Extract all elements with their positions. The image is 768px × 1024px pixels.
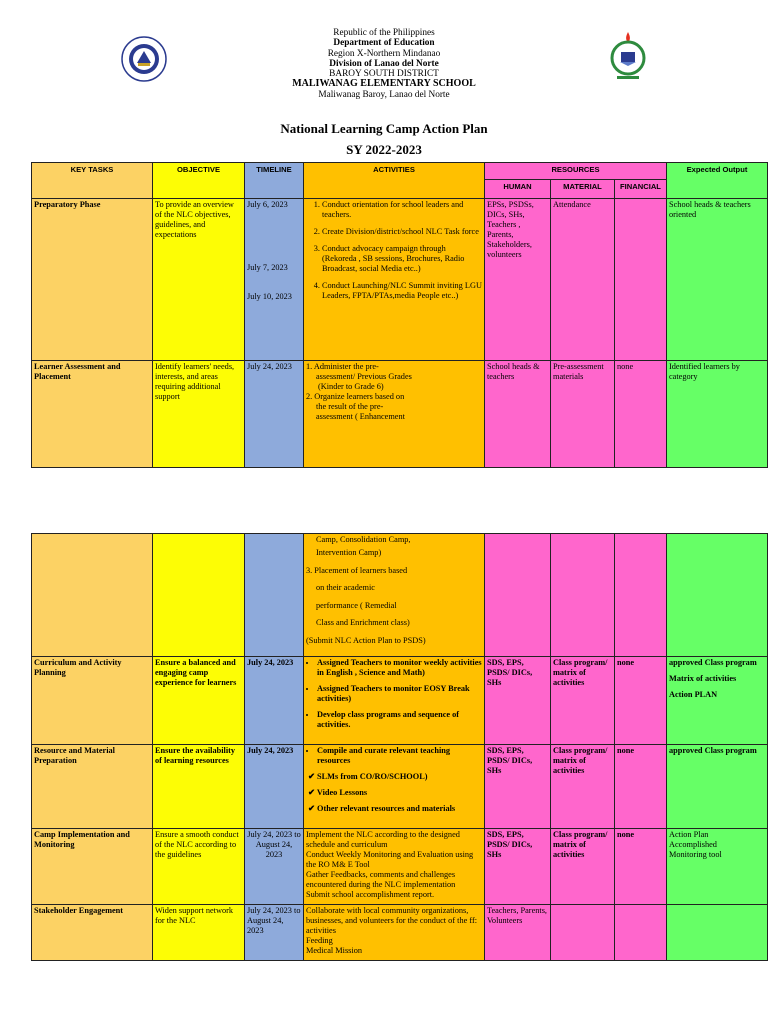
objective-cell: Ensure a smooth conduct of the NLC according to the guidelines	[153, 829, 245, 905]
activity-item: • Assigned Teachers to monitor weekly activities in English , Science and Math)	[317, 658, 482, 678]
action-plan-table-page2	[31, 533, 768, 961]
financial-resource-cell: none	[615, 745, 667, 829]
human-resource-cell: SDS, EPS, PSDS/ DICs, SHs	[485, 829, 551, 905]
page-subtitle: SY 2022-2023	[346, 142, 422, 157]
task-cell: Stakeholder Engagement	[32, 905, 153, 961]
activity-line: Intervention Camp)	[316, 548, 382, 557]
table-row-curriculum	[32, 657, 768, 745]
activity-line: Conduct Weekly Monitoring and Evaluation using the RO M& E Tool	[306, 850, 474, 869]
output-cell	[667, 829, 768, 905]
activity-line: 3. Placement of learners based	[306, 565, 408, 575]
header-financial: FINANCIAL	[615, 180, 667, 199]
output-line: approved Class program	[669, 658, 757, 667]
financial-resource-cell	[615, 905, 667, 961]
material-resource-cell	[551, 905, 615, 961]
check-icon: ✔	[308, 772, 315, 781]
table-row-assessment	[32, 361, 768, 468]
task-cell: Camp Implementation and Monitoring	[32, 829, 153, 905]
activity-line: the result of the pre-	[316, 402, 384, 411]
activity-line: Class and Enrichment class)	[316, 618, 410, 627]
activity-line: 1. Administer the pre-	[306, 362, 379, 371]
activity-line: (Submit NLC Action Plan to PSDS)	[306, 635, 426, 645]
header-material: MATERIAL	[551, 180, 615, 199]
activity-line: performance ( Remedial	[316, 600, 397, 610]
activity-item: 3. Conduct advocacy campaign through (Rekoreda , SB sessions, Brochures, Radio Broadcast, social Media etc..)	[322, 244, 482, 274]
human-resource-cell: School heads & teachers	[485, 361, 551, 468]
task-cell: Curriculum and Activity Planning	[32, 657, 153, 745]
objective-cell: Identify learners' needs, interests, and areas requiring additional support	[153, 361, 245, 468]
activities-cell	[304, 361, 485, 468]
activity-line: (Kinder to Grade 6)	[318, 382, 384, 391]
activities-cell	[304, 905, 485, 961]
activity-item: 4. Conduct Launching/NLC Summit inviting LGU Leaders, FPTA/PTAs,media People etc..)	[322, 281, 482, 301]
header-key-tasks: KEY TASKS	[32, 163, 153, 199]
page-title: National Learning Camp Action Plan	[280, 121, 488, 136]
material-resource-cell: Pre-assessment materials	[551, 361, 615, 468]
activity-item: 2. Create Division/district/school NLC Task force	[322, 227, 482, 237]
activity-item: • Compile and curate relevant teaching resources	[317, 746, 482, 766]
letterhead-school: MALIWANAG ELEMENTARY SCHOOL	[292, 78, 476, 90]
table-row-preparatory	[32, 199, 768, 361]
timeline-date: July 7, 2023	[247, 263, 288, 272]
activity-item: • Develop class programs and sequence of activities.	[317, 710, 482, 730]
output-line: Accomplished	[669, 840, 717, 849]
output-cell	[667, 657, 768, 745]
financial-resource-cell: none	[615, 657, 667, 745]
task-cell: Resource and Material Preparation	[32, 745, 153, 829]
header-activities: ACTIVITIES	[304, 163, 485, 199]
task-cell: Learner Assessment and Placement	[32, 361, 153, 468]
activity-item: ✔ Other relevant resources and materials	[308, 804, 456, 813]
table-row-stakeholder	[32, 905, 768, 961]
activity-item: ✔ SLMs from CO/RO/SCHOOL)	[308, 772, 428, 781]
letterhead-republic: Republic of the Philippines	[333, 28, 435, 38]
table-row-implementation	[32, 829, 768, 905]
activity-line: on their academic	[316, 583, 375, 592]
timeline-date: July 6, 2023	[247, 200, 288, 209]
timeline-cell	[245, 534, 304, 657]
material-resource-cell: Attendance	[551, 199, 615, 361]
activity-line: 2. Organize learners based on	[306, 392, 405, 401]
timeline-cell: July 24, 2023	[245, 361, 304, 468]
activity-line: Gather Feedbacks, comments and challenges encountered during the NLC implementation	[306, 870, 456, 889]
task-cell	[32, 534, 153, 657]
table-row-assessment-continued	[32, 534, 768, 657]
check-icon: ✔	[308, 804, 315, 813]
output-line: Action PLAN	[669, 690, 718, 699]
objective-cell: Ensure the availability of learning resources	[153, 745, 245, 829]
material-resource-cell: Class program/ matrix of activities	[551, 657, 615, 745]
output-cell: approved Class program	[667, 745, 768, 829]
activities-cell	[304, 829, 485, 905]
activity-line: Camp, Consolidation Camp,	[316, 535, 411, 544]
activities-cell	[304, 745, 485, 829]
header-expected-output: Expected Output	[667, 163, 768, 199]
output-cell	[667, 905, 768, 961]
letterhead	[0, 28, 768, 100]
timeline-cell	[245, 199, 304, 361]
letterhead-department: Department of Education	[333, 38, 435, 49]
human-resource-cell: EPSs, PSDSs, DICs, SHs, Teachers , Parents, Stakeholders, volunteers	[485, 199, 551, 361]
objective-cell: Widen support network for the NLC	[153, 905, 245, 961]
table-row-resources	[32, 745, 768, 829]
output-cell: School heads & teachers oriented	[667, 199, 768, 361]
activity-item: • Assigned Teachers to monitor EOSY Break activities)	[317, 684, 482, 704]
header-objective: OBJECTIVE	[153, 163, 245, 199]
financial-resource-cell: none	[615, 361, 667, 468]
activities-cell	[304, 199, 485, 361]
output-line: Action Plan	[669, 830, 709, 839]
task-cell: Preparatory Phase	[32, 199, 153, 361]
financial-resource-cell: none	[615, 829, 667, 905]
timeline-cell: July 24, 2023	[245, 745, 304, 829]
letterhead-region: Region X-Northern Mindanao	[327, 48, 441, 59]
timeline-cell: July 24, 2023 to August 24, 2023	[245, 905, 304, 961]
activity-line: Submit school accomplishment report.	[306, 890, 435, 899]
activity-line: Feeding	[306, 936, 333, 945]
header-timeline: TIMELINE	[245, 163, 304, 199]
output-line: Monitoring tool	[669, 850, 722, 859]
human-resource-cell: SDS, EPS, PSDS/ DICs, SHs	[485, 657, 551, 745]
activities-cell	[304, 534, 485, 657]
output-cell: Identified learners by category	[667, 361, 768, 468]
material-resource-cell: Class program/ matrix of activities	[551, 829, 615, 905]
letterhead-address: Maliwanag Baroy, Lanao del Norte	[318, 89, 450, 100]
action-plan-table-page1	[31, 162, 768, 468]
human-resource-cell: SDS, EPS, PSDS/ DICs, SHs	[485, 745, 551, 829]
activity-item: 1. Conduct orientation for school leaders and teachers.	[322, 200, 482, 220]
objective-cell: To provide an overview of the NLC objectives, guidelines, and expectations	[153, 199, 245, 361]
output-line: Matrix of activities	[669, 674, 737, 683]
letterhead-division: Division of Lanao del Norte	[329, 58, 439, 69]
header-human: HUMAN	[485, 180, 551, 199]
header-resources: RESOURCES	[485, 163, 667, 180]
timeline-cell: July 24, 2023	[245, 657, 304, 745]
activity-line: Collaborate with local community organizations, businesses, and volunteers for the conduct of the ff: activities	[306, 906, 478, 935]
activity-line: assessment/ Previous Grades	[316, 372, 412, 381]
objective-cell	[153, 534, 245, 657]
activity-line: Medical Mission	[306, 946, 362, 955]
material-resource-cell: Class program/ matrix of activities	[551, 745, 615, 829]
financial-resource-cell	[615, 199, 667, 361]
check-icon: ✔	[308, 788, 315, 797]
activity-item: ✔ Video Lessons	[308, 788, 368, 797]
timeline-date: July 10, 2023	[247, 292, 292, 301]
timeline-cell: July 24, 2023 to August 24, 2023	[245, 829, 304, 905]
activity-line: Implement the NLC according to the designed schedule and curriculum	[306, 830, 460, 849]
activities-cell	[304, 657, 485, 745]
activity-line: assessment ( Enhancement	[316, 412, 405, 421]
human-resource-cell: Teachers, Parents, Volunteers	[485, 905, 551, 961]
letterhead-district: BAROY SOUTH DISTRICT	[329, 69, 439, 80]
objective-cell: Ensure a balanced and engaging camp experience for learners	[153, 657, 245, 745]
